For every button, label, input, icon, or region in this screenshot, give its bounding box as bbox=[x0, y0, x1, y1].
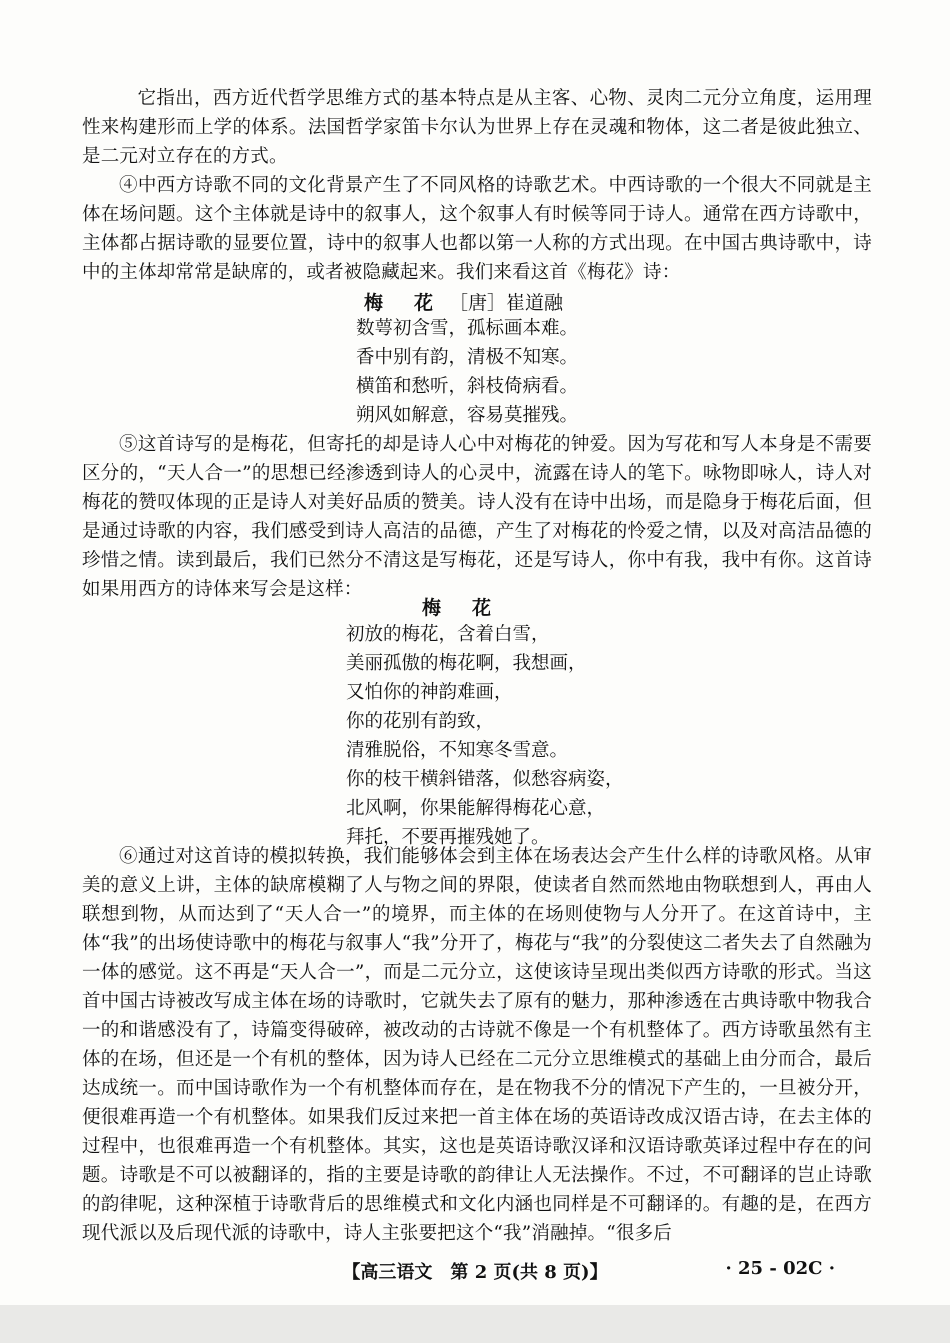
paragraph-6-text: ⑥通过对这首诗的模拟转换，我们能够体会到主体在场表达会产生什么样的诗歌风格。从审美的意义上讲，主体的缺席模糊了人与物之间的界限，使读者自然而然地由物联想到人，再由人联想到物，从而达到了“天人合一”的境界，而主体的在场则使物与人分开了。在这首诗中，主体“我”的出场使诗歌中的梅花与叙事人“我”分开了，梅花与“我”的分裂使这二者失去了自然融为一体的感觉。这不再是“天人合一”，而是二元分立，这使该诗呈现出类似西方诗歌的形式。当这首中国古诗被改写成主体在场的诗歌时，它就失去了原有的魅力，那种渗透在古典诗歌中物我合一的和谐感没有了，诗篇变得破碎，被改动的古诗就不像是一个有机整体了。西方诗歌虽然有主体的在场，但还是一个有机的整体，因为诗人已经在二元分立思维模式的基础上由分而合，最后达成统一。而中国诗歌作为一个有机整体而存在，是在物我不分的情况下产生的，一旦被分开，便很难再造一个有机整体。如果我们反过来把一首主体在场的英语诗改成汉语古诗，在去主体的过程中，也很难再造一个有机整体。其实，这也是英语诗歌汉译和汉语诗歌英译过程中存在的问题。诗歌是不可以被翻译的，指的主要是诗歌的韵律让人无法操作。不过，不可翻译的岂止诗歌的韵律呢，这种深植于诗歌背后的思维模式和文化内涵也同样是不可翻译的。有趣的是，在西方现代派以及后现代派的诗歌中，诗人主张要把这个“我”消融掉。“很多后 bbox=[82, 846, 872, 1244]
poem1-title: 梅 花 bbox=[364, 292, 440, 314]
paragraph-5 bbox=[82, 430, 872, 604]
poem1-line: 香中别有韵，清极不知寒。 bbox=[356, 347, 579, 368]
poem2-line: 初放的梅花，含着白雪， bbox=[346, 624, 550, 645]
page-number-label: 【高三语文 第 2 页(共 8 页)】 bbox=[342, 1262, 608, 1283]
paragraph-6 bbox=[82, 842, 872, 1248]
scan-bottom-margin bbox=[0, 1305, 950, 1343]
poem1-heading bbox=[364, 288, 563, 315]
poem1-lines bbox=[356, 314, 578, 430]
poem1-line: 数萼初含雪，孤标画本难。 bbox=[356, 318, 579, 339]
paragraph-5-text: ⑤这首诗写的是梅花，但寄托的却是诗人心中对梅花的钟爱。因为写花和写人本身是不需要区分的，“天人合一”的思想已经渗透到诗人的心灵中，流露在诗人的笔下。咏物即咏人，诗人对梅花的赞叹体现的正是诗人对美好品质的赞美。诗人没有在诗中出场，而是隐身于梅花后面，但是通过诗歌的内容，我们感受到诗人高洁的品德，产生了对梅花的怜爱之情，以及对高洁品德的珍惜之情。读到最后，我们已然分不清这是写梅花，还是写诗人，你中有我，我中有你。这首诗如果用西方的诗体来写会是这样： bbox=[82, 434, 872, 600]
poem2-line: 又怕你的神韵难画， bbox=[346, 682, 513, 703]
poem2-line: 拜托，不要再摧残她了。 bbox=[346, 827, 550, 848]
poem2-title: 梅 花 bbox=[422, 597, 498, 619]
paragraph-4 bbox=[82, 171, 872, 287]
poem1-line: 横笛和愁听，斜枝倚病看。 bbox=[356, 376, 579, 397]
poem2-line: 你的花别有韵致， bbox=[346, 711, 495, 732]
poem1-author: ［唐］崔道融 bbox=[449, 292, 564, 314]
poem2-line: 你的枝干横斜错落，似愁容病姿， bbox=[346, 769, 624, 790]
poem2-lines bbox=[346, 620, 624, 852]
poem2-heading bbox=[422, 593, 497, 620]
poem2-line: 清雅脱俗，不知寒冬雪意。 bbox=[346, 740, 569, 761]
intro-paragraph bbox=[82, 84, 872, 171]
intro-text: 它指出，西方近代哲学思维方式的基本特点是从主客、心物、灵肉二元分立角度，运用理性来构建形而上学的体系。法国哲学家笛卡尔认为世界上存在灵魂和物体，这二者是彼此独立、是二元对立存在的方式。 bbox=[82, 88, 872, 167]
poem2-line: 美丽孤傲的梅花啊，我想画， bbox=[346, 653, 587, 674]
exam-code: · 25 - 02C · bbox=[725, 1258, 835, 1279]
poem1-line: 朔风如解意，容易莫摧残。 bbox=[356, 405, 579, 426]
paragraph-4-text: ④中西方诗歌不同的文化背景产生了不同风格的诗歌艺术。中西诗歌的一个很大不同就是主体在场问题。这个主体就是诗中的叙事人，这个叙事人有时候等同于诗人。通常在西方诗歌中，主体都占据诗歌的显要位置，诗中的叙事人也都以第一人称的方式出现。在中国古典诗歌中，诗中的主体却常常是缺席的，或者被隐藏起来。我们来看这首《梅花》诗： bbox=[82, 175, 872, 283]
poem2-line: 北风啊，你果能解得梅花心意， bbox=[346, 798, 606, 819]
